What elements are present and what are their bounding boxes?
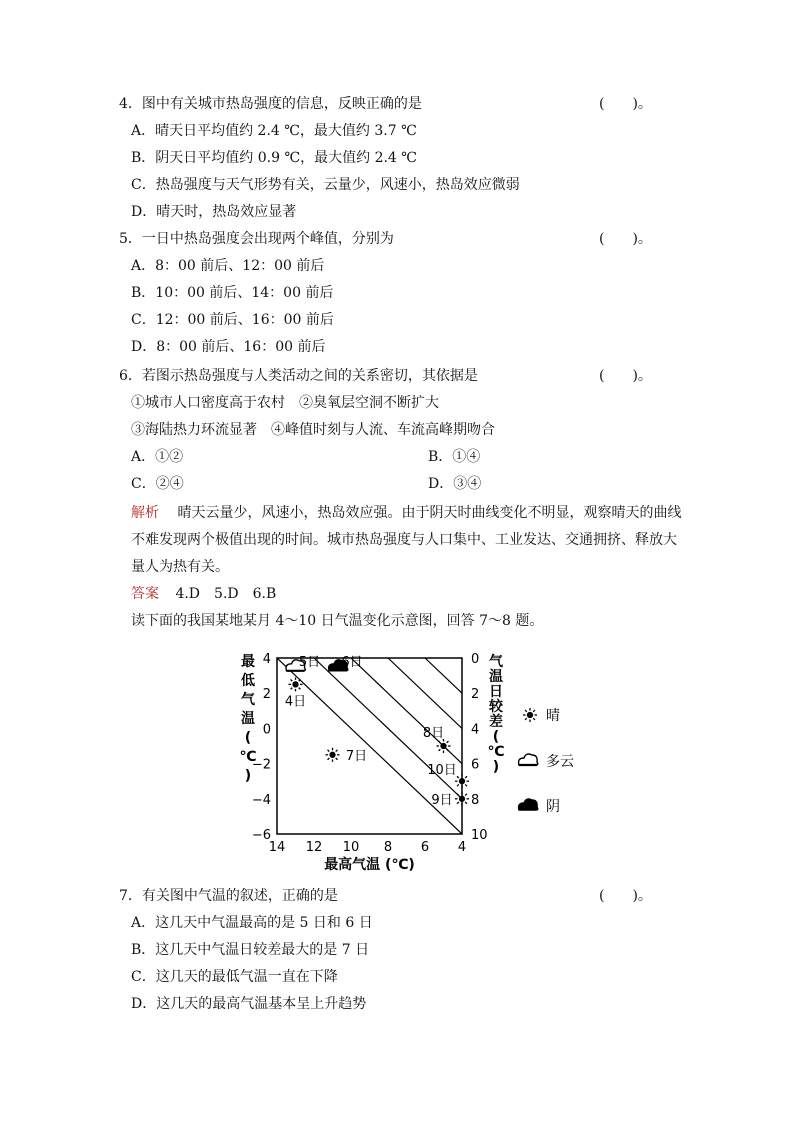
sun-ray	[328, 758, 330, 760]
x-tick-label: 4	[457, 840, 467, 855]
analysis-line-3: 量人为热有关。	[131, 559, 229, 575]
y-axis-label-char: 低	[241, 673, 255, 689]
chart-intro: 读下面的我国某地某月 4～10 日气温变化示意图，回答 7～8 题。	[131, 613, 544, 629]
q4-option-c: C．热岛强度与天气形势有关，云量少，风速小，热岛效应微弱	[131, 177, 520, 193]
legend-label: 晴	[546, 708, 560, 724]
sun-icon	[459, 796, 465, 802]
point-label: 8日	[422, 726, 445, 741]
sun-icon	[329, 752, 335, 758]
right-tick-label: 6	[471, 757, 480, 773]
right-axis-label-char: ℃	[487, 744, 505, 760]
q5-stem: 5．一日中热岛强度会出现两个峰值，分别为	[119, 231, 394, 247]
data-point	[329, 655, 363, 671]
q6-paren: ( )。	[599, 368, 652, 384]
q7-option-b: B．这几天中气温日较差最大的是 7 日	[131, 942, 370, 958]
legend-item	[519, 754, 574, 770]
sun-ray	[457, 776, 459, 778]
y-axis-label-char: 气	[241, 692, 255, 708]
overcast-icon	[519, 799, 538, 810]
y-axis-label-char: 温	[241, 711, 255, 727]
right-axis-label-char: )	[492, 759, 500, 775]
sun-ray	[465, 802, 467, 804]
sun-icon	[459, 778, 465, 784]
sun-ray	[439, 741, 441, 743]
q6-option-c: C．②④	[131, 476, 184, 492]
sun-ray	[533, 710, 535, 712]
right-tick-label: 0	[471, 652, 480, 667]
legend-label: 多云	[546, 754, 574, 770]
right-tick-label: 10	[471, 828, 488, 843]
sun-ray	[525, 718, 527, 720]
sun-ray	[291, 679, 293, 681]
sun-ray	[439, 749, 441, 751]
sun-ray	[465, 776, 467, 778]
q7-option-c: C．这几天的最低气温一直在下降	[131, 969, 338, 985]
right-tick-label: 2	[471, 687, 480, 703]
right-axis-label-char: 较	[489, 699, 503, 715]
q5-option-d: D．8：00 前后、16：00 前后	[131, 339, 326, 355]
y-tick-label: 4	[262, 652, 271, 667]
q6-option-a: A．①②	[131, 449, 184, 465]
chart-legend	[519, 708, 574, 815]
sun-icon	[527, 712, 533, 718]
x-tick-label: 8	[383, 840, 393, 855]
analysis-line-2: 不难发现两个极值出现的时间。城市热岛强度与人口集中、工业发达、交通拥挤、释放大	[131, 532, 677, 548]
x-tick-label: 10	[342, 840, 360, 855]
point-label: 6日	[341, 654, 363, 670]
data-point	[326, 748, 368, 764]
sun-ray	[465, 794, 467, 796]
q7-option-d: D．这几天的最高气温基本呈上升趋势	[131, 996, 367, 1012]
q5-option-c: C．12：00 前后、16：00 前后	[131, 312, 334, 328]
point-label: 10日	[427, 763, 457, 779]
data-points	[285, 655, 469, 808]
sun-ray	[336, 758, 338, 760]
q6-stem: 6．若图示热岛强度与人类活动之间的关系密切，其依据是	[119, 368, 478, 384]
q7-option-a: A．这几天中气温最高的是 5 日和 6 日	[131, 915, 373, 931]
sun-ray	[447, 749, 449, 751]
point-label: 4日	[284, 694, 307, 710]
sun-ray	[291, 688, 293, 690]
right-axis-label-char: 日	[489, 684, 503, 700]
q4-stem: 4．图中有关城市热岛强度的信息，反映正确的是	[119, 96, 422, 112]
point-label: 9日	[431, 792, 453, 808]
sun-ray	[533, 718, 535, 720]
q6-statement-1: ①城市人口密度高于农村 ②臭氧层空洞不断扩大	[131, 395, 439, 411]
q4-option-a: A．晴天日平均值约 2.4 ℃，最大值约 3.7 ℃	[131, 123, 417, 139]
q5-paren: ( )。	[599, 231, 652, 247]
sun-ray	[299, 688, 301, 690]
x-axis-label: 最高气温 (℃)	[324, 857, 415, 873]
point-label: 5日	[298, 654, 321, 670]
right-axis-label-char: 温	[489, 669, 503, 685]
q7-paren: ( )。	[599, 888, 652, 904]
answer-label: 答案	[131, 586, 159, 602]
analysis-text-1: 晴天云量少，风速小，热岛效应强。由于阴天时曲线变化不明显，观察晴天的曲线	[177, 505, 682, 521]
x-tick-label: 12	[305, 840, 323, 855]
range-line	[422, 658, 610, 834]
legend-item	[519, 799, 560, 815]
q6-option-b: B．①④	[428, 449, 481, 465]
right-axis-label-char: 差	[489, 714, 503, 730]
q6-option-d: D．③④	[428, 476, 482, 492]
analysis-label: 解析	[131, 505, 159, 521]
q4-option-d: D．晴天时，热岛效应显著	[131, 204, 297, 220]
answer-text: 4.D 5.D 6.B	[175, 586, 277, 602]
point-label: 7日	[345, 748, 368, 764]
sun-icon	[292, 681, 298, 687]
sun-ray	[457, 784, 459, 786]
legend-label: 阴	[546, 799, 560, 815]
y-axis-label-char: ℃	[239, 749, 257, 765]
q5-option-b: B．10：00 前后、14：00 前后	[131, 285, 334, 301]
sun-ray	[457, 802, 459, 804]
sun-ray	[336, 750, 338, 752]
q6-statement-2: ③海陆热力环流显著 ④峰值时刻与人流、车流高峰期吻合	[131, 422, 495, 438]
y-axis-label-char: (	[244, 730, 252, 746]
right-axis-label-char: 气	[489, 654, 503, 670]
y-axis-label-char: )	[244, 768, 252, 784]
x-tick-label: 6	[420, 840, 430, 855]
sun-ray	[525, 710, 527, 712]
x-tick-label: 14	[268, 840, 286, 855]
y-tick-label: −6	[251, 828, 271, 843]
q4-option-b: B．阴天日平均值约 0.9 ℃，最大值约 2.4 ℃	[131, 150, 417, 166]
sun-ray	[328, 750, 330, 752]
y-tick-label: 0	[262, 722, 271, 738]
y-tick-label: −2	[251, 757, 271, 773]
right-axis-label-char: (	[492, 729, 500, 745]
q4-paren: ( )。	[599, 96, 652, 112]
sun-ray	[457, 794, 459, 796]
y-axis-label-char: 最	[241, 654, 255, 670]
y-tick-label: −4	[251, 792, 271, 808]
sun-ray	[465, 784, 467, 786]
y-tick-label: 2	[262, 687, 271, 703]
right-tick-label: 4	[471, 722, 480, 738]
sun-ray	[447, 741, 449, 743]
q5-option-a: A．8：00 前后、12：00 前后	[131, 258, 325, 274]
q7-stem: 7．有关图中气温的叙述，正确的是	[119, 888, 338, 904]
cloudy-icon	[519, 754, 538, 765]
sun-icon	[440, 743, 446, 749]
data-point	[431, 792, 469, 808]
data-point	[286, 655, 320, 671]
legend-item	[523, 708, 560, 724]
right-tick-label: 8	[471, 792, 480, 808]
